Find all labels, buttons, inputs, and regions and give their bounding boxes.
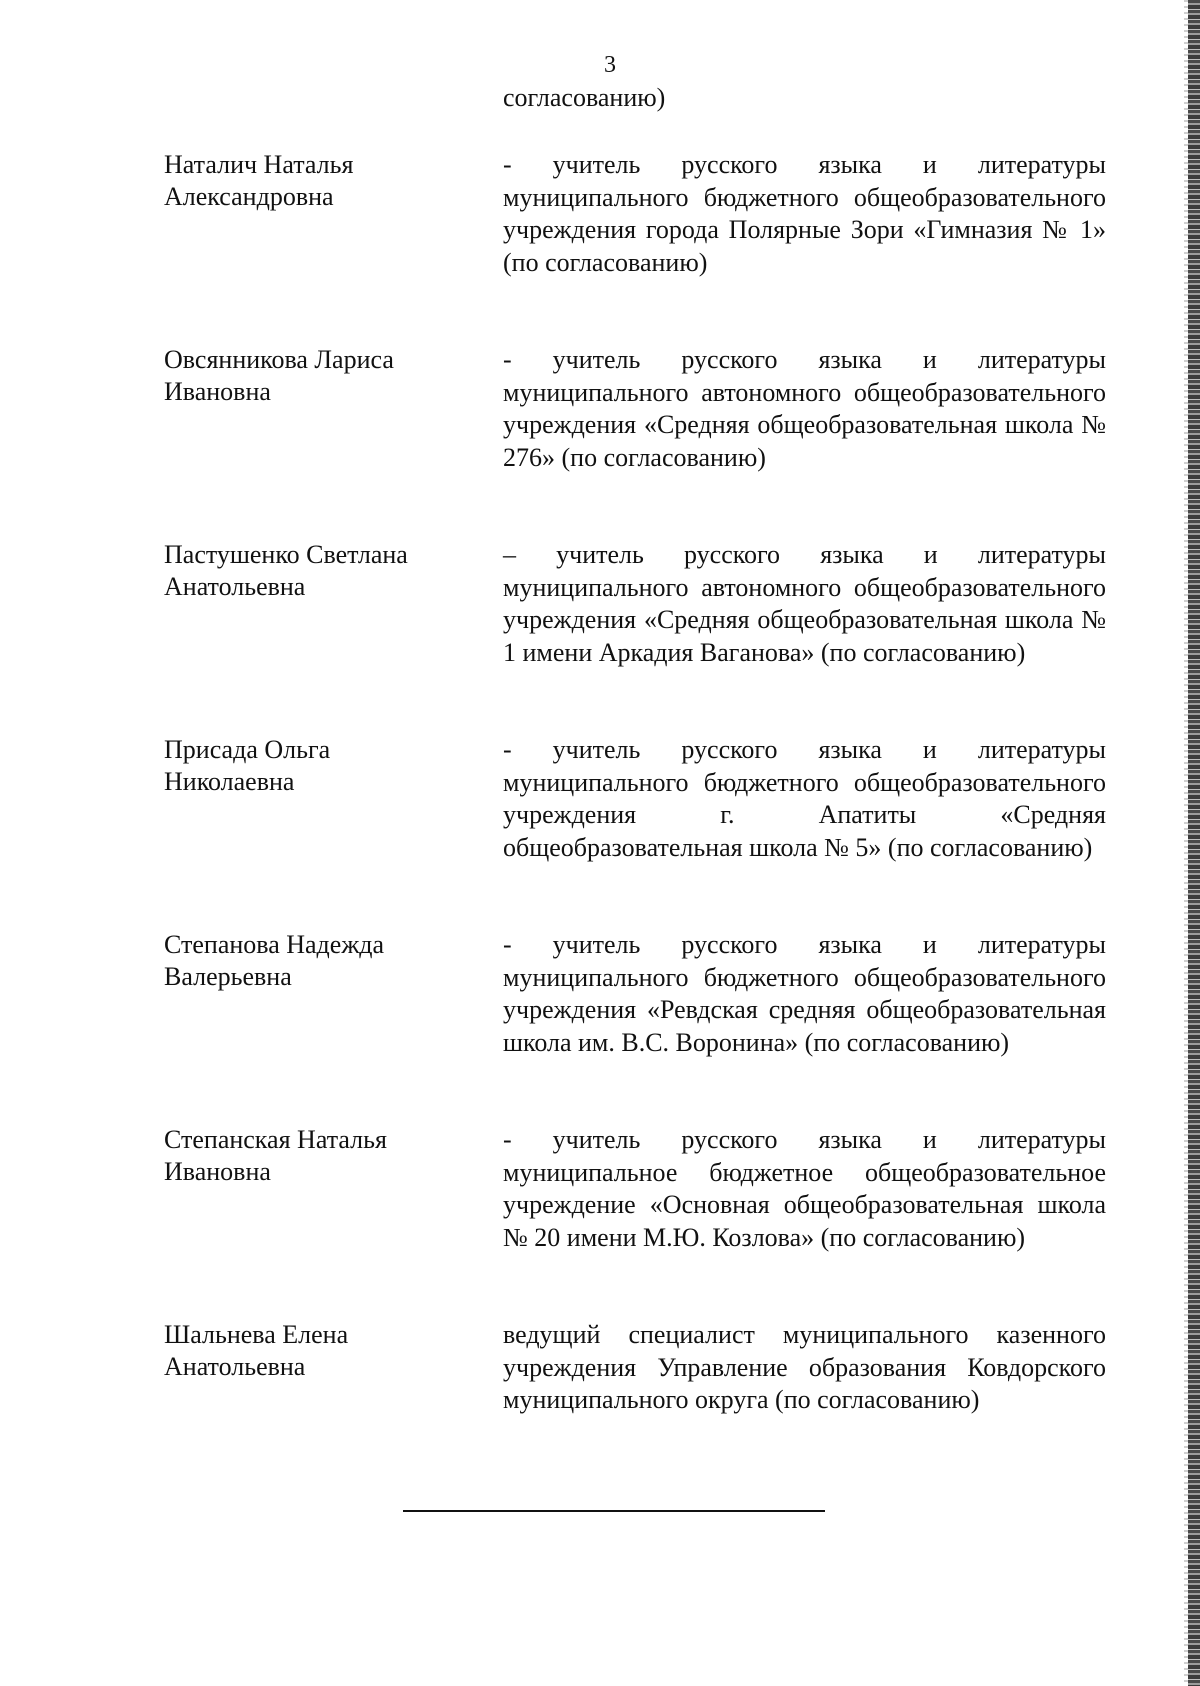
member-position: – учитель русского языка и литературы муниципального автономного общеобразовательного учреждения «Средняя общеобразовательная школа № 1 имени Аркадия Ваганова» (по согласованию) [503,540,1106,667]
member-position: - учитель русского языка и литературы муниципального бюджетного общеобразовательного учреждения «Ревдская средняя общеобразовательная школа им. В.С. Воронина» (по согласованию) [503,930,1106,1057]
member-surname-firstname: Пастушенко Светлана [164,540,408,569]
member-position: - учитель русского языка и литературы муниципального автономного общеобразовательного учреждения «Средняя общеобразовательная школа № 276» (по согласованию) [503,345,1106,472]
member-name [164,1319,484,1383]
member-patronymic: Николаевна [164,767,295,796]
member-surname-firstname: Шальнева Елена [164,1320,349,1349]
member-surname-firstname: Наталич Наталья [164,150,354,179]
member-name [164,539,484,603]
member-name [164,734,484,798]
member-name [164,149,484,213]
member-name [164,1124,484,1188]
member-surname-firstname: Присада Ольга [164,735,331,764]
member-patronymic: Ивановна [164,377,271,406]
member-name [164,929,484,993]
member-patronymic: Анатольевна [164,1352,306,1381]
member-position: - учитель русского языка и литературы муниципального бюджетного общеобразовательного учреждения города Полярные Зори «Гимназия № 1» (по согласованию) [503,150,1106,277]
page-number: 3 [604,52,616,78]
member-patronymic: Ивановна [164,1157,271,1186]
member-surname-firstname: Овсянникова Лариса [164,345,394,374]
member-patronymic: Александровна [164,182,334,211]
member-patronymic: Валерьевна [164,962,292,991]
member-surname-firstname: Степанская Наталья [164,1125,387,1154]
scan-edge [1188,0,1200,1686]
continuation-text: согласованию) [503,83,666,112]
member-position: - учитель русского языка и литературы муниципальное бюджетное общеобразовательное учреждение «Основная общеобразовательная школа № 20 имени М.Ю. Козлова» (по согласованию) [503,1125,1106,1252]
closing-rule [403,1510,825,1512]
member-surname-firstname: Степанова Надежда [164,930,385,959]
member-position: ведущий специалист муниципального казенного учреждения Управление образования Ковдорского муниципального округа (по согласованию) [503,1320,1106,1414]
member-patronymic: Анатольевна [164,572,306,601]
member-name [164,344,484,408]
member-position: - учитель русского языка и литературы муниципального бюджетного общеобразовательного учреждения г. Апатиты «Средняя общеобразовательная школа № 5» (по согласованию) [503,735,1106,862]
